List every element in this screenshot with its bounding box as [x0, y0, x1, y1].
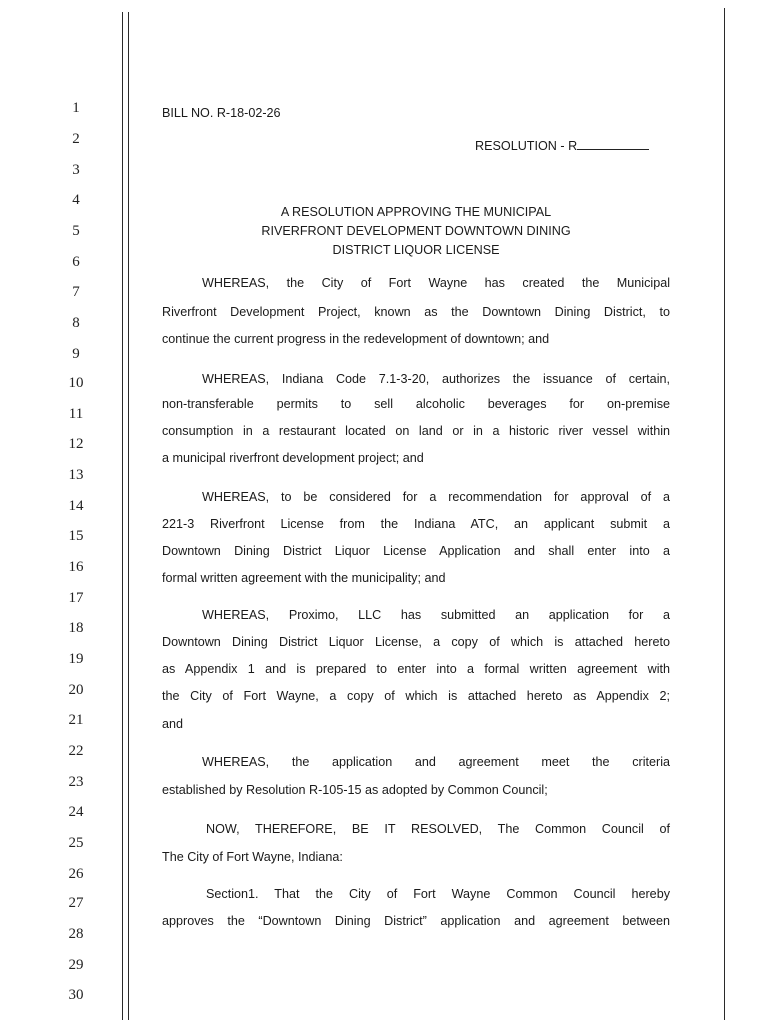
line-number: 13 [68, 467, 84, 483]
line-number: 29 [68, 957, 84, 973]
line-number: 14 [68, 498, 84, 514]
line-number: 1 [72, 100, 80, 116]
right-margin-rule [724, 8, 725, 1020]
line-number: 2 [72, 131, 80, 147]
paragraph-2-line-3: consumption in a restaurant located on land or in a historic river vessel within [162, 424, 670, 438]
line-number: 21 [68, 712, 84, 728]
paragraph-6-line-1: NOW, THEREFORE, BE IT RESOLVED, The Common Council of [206, 822, 670, 836]
line-number: 28 [68, 926, 84, 942]
paragraph-4-line-4: the City of Fort Wayne, a copy of which is attached hereto as Appendix 2; [162, 689, 670, 703]
paragraph-1-line-2: Riverfront Development Project, known as the Downtown Dining District, to [162, 305, 670, 319]
resolution-number [475, 137, 649, 154]
left-margin-rule-outer [122, 12, 123, 1020]
line-number: 8 [72, 315, 80, 331]
paragraph-4-line-5: and [162, 717, 184, 731]
line-number: 9 [72, 346, 80, 362]
line-number: 5 [72, 223, 80, 239]
line-number: 19 [68, 651, 84, 667]
line-number: 26 [68, 866, 84, 882]
line-number: 30 [68, 987, 84, 1003]
line-number: 25 [68, 835, 84, 851]
line-number: 11 [68, 406, 84, 422]
resolution-number-blank [577, 137, 649, 150]
line-number: 22 [68, 743, 84, 759]
paragraph-1-line-3: continue the current progress in the redevelopment of downtown; and [162, 332, 550, 346]
paragraph-5-line-1: WHEREAS, the application and agreement meet the criteria [202, 755, 670, 769]
paragraph-5-line-2: established by Resolution R-105-15 as adopted by Common Council; [162, 783, 548, 797]
paragraph-3-line-2: 221-3 Riverfront License from the Indiana ATC, an applicant submit a [162, 517, 670, 531]
line-number: 16 [68, 559, 84, 575]
line-number: 27 [68, 895, 84, 911]
paragraph-1-line-1: WHEREAS, the City of Fort Wayne has created the Municipal [202, 276, 670, 290]
line-number: 3 [72, 162, 80, 178]
paragraph-4-line-1: WHEREAS, Proximo, LLC has submitted an application for a [202, 608, 670, 622]
line-number: 12 [68, 436, 84, 452]
section-1-line-1: Section1. That the City of Fort Wayne Common Council hereby [206, 887, 670, 901]
line-number: 18 [68, 620, 84, 636]
paragraph-2-line-4: a municipal riverfront development project; and [162, 451, 424, 465]
line-number: 17 [68, 590, 84, 606]
line-number: 24 [68, 804, 84, 820]
line-number: 4 [72, 192, 80, 208]
title-line-1: A RESOLUTION APPROVING THE MUNICIPAL [280, 205, 552, 219]
paragraph-2-line-1: WHEREAS, Indiana Code 7.1-3-20, authorizes the issuance of certain, [202, 372, 670, 386]
paragraph-3-line-3: Downtown Dining District Liquor License Application and shall enter into a [162, 544, 670, 558]
left-margin-rule-inner [128, 12, 129, 1020]
bill-number: BILL NO. R-18-02-26 [162, 106, 281, 120]
paragraph-2-line-2: non-transferable permits to sell alcoholic beverages for on-premise [162, 397, 670, 411]
line-number: 23 [68, 774, 84, 790]
paragraph-3-line-1: WHEREAS, to be considered for a recommendation for approval of a [202, 490, 670, 504]
line-number: 20 [68, 682, 84, 698]
line-number: 7 [72, 284, 80, 300]
paragraph-6-line-2: The City of Fort Wayne, Indiana: [162, 850, 343, 864]
line-number: 6 [72, 254, 80, 270]
line-number: 10 [68, 375, 84, 391]
section-1-line-2: approves the “Downtown Dining District” application and agreement between [162, 914, 670, 928]
resolution-label: RESOLUTION - R [475, 139, 578, 153]
paragraph-4-line-3: as Appendix 1 and is prepared to enter into a formal written agreement with [162, 662, 670, 676]
paragraph-3-line-4: formal written agreement with the municipality; and [162, 571, 446, 585]
line-number: 15 [68, 528, 84, 544]
title-line-3: DISTRICT LIQUOR LICENSE [332, 243, 500, 257]
paragraph-4-line-2: Downtown Dining District Liquor License, a copy of which is attached hereto [162, 635, 670, 649]
title-line-2: RIVERFRONT DEVELOPMENT DOWNTOWN DINING [261, 224, 571, 238]
